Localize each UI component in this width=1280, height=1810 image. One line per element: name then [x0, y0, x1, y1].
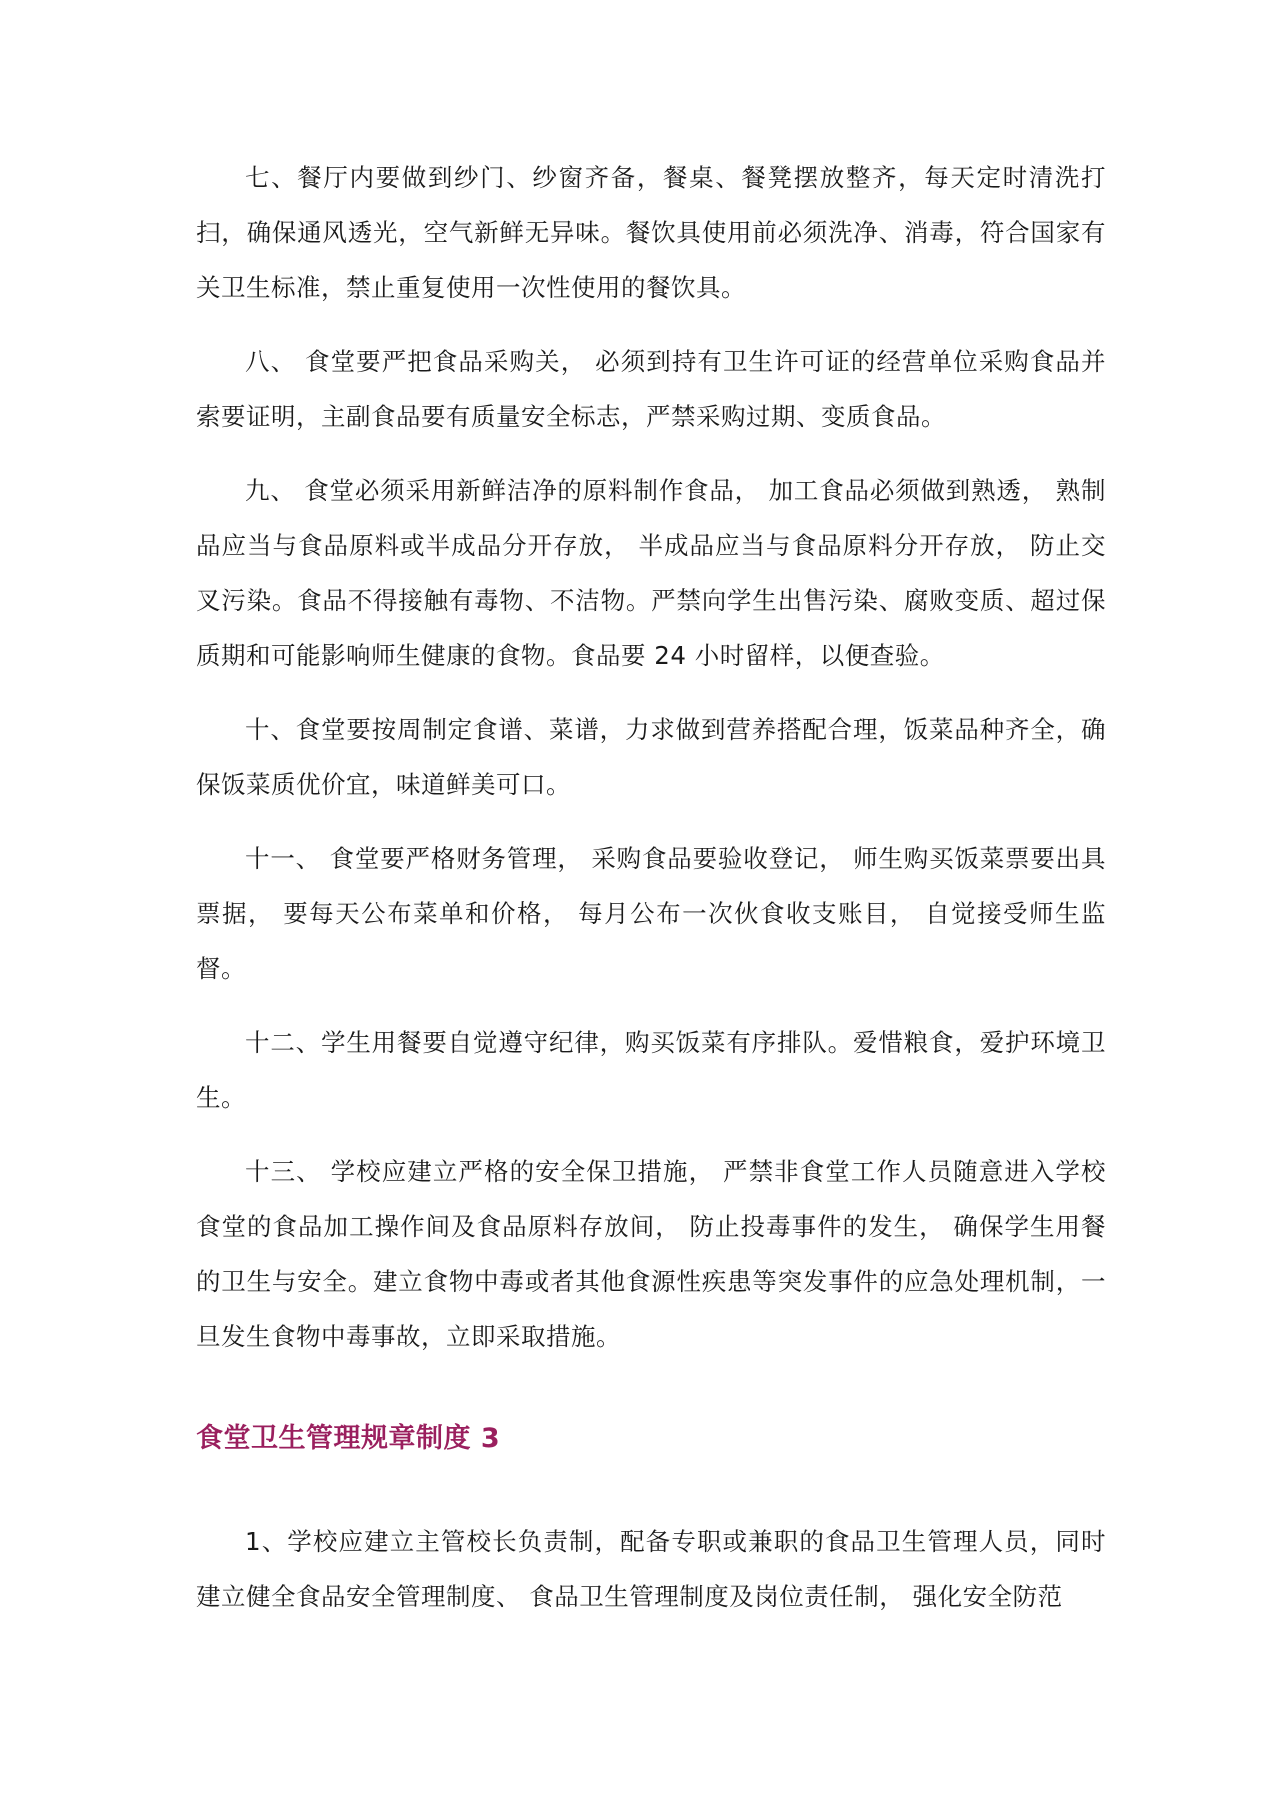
paragraph-9: 九、 食堂必须采用新鲜洁净的原料制作食品， 加工食品必须做到熟透， 熟制品应当与食品原料或半成品分开存放， 半成品应当与食品原料分开存放， 防止交叉污染。食品不得接触有毒物、不洁物。严禁向学生出售污染、腐败变质、超过保质期和可能影响师生健康的食物。食品要 24 小时留样，以便查验。 — [196, 476, 1106, 670]
paragraph-1: 1、学校应建立主管校长负责制，配备专职或兼职的食品卫生管理人员，同时建立健全食品安全管理制度、 食品卫生管理制度及岗位责任制， 强化安全防范 — [196, 1527, 1106, 1611]
paragraph-7: 七、餐厅内要做到纱门、纱窗齐备，餐桌、餐凳摆放整齐，每天定时清洗打扫，确保通风透光，空气新鲜无异味。餐饮具使用前必须洗净、消毒，符合国家有关卫生标准，禁止重复使用一次性使用的餐饮具。 — [196, 163, 1106, 302]
document-body — [196, 150, 1106, 1643]
paragraph-12: 十二、学生用餐要自觉遵守纪律，购买饭菜有序排队。爱惜粮食，爱护环境卫生。 — [196, 1028, 1106, 1112]
section-heading: 食堂卫生管理规章制度 3 — [196, 1423, 501, 1454]
paragraph-11: 十一、 食堂要严格财务管理， 采购食品要验收登记， 师生购买饭菜票要出具票据， 要每天公布菜单和价格， 每月公布一次伙食收支账目， 自觉接受师生监督。 — [196, 844, 1106, 983]
paragraph-10: 十、食堂要按周制定食谱、菜谱，力求做到营养搭配合理，饭菜品种齐全，确保饭菜质优价宜，味道鲜美可口。 — [196, 715, 1106, 799]
paragraph-13: 十三、 学校应建立严格的安全保卫措施， 严禁非食堂工作人员随意进入学校食堂的食品加工操作间及食品原料存放间， 防止投毒事件的发生， 确保学生用餐的卫生与安全。建立食物中毒或者其他食源性疾患等突发事件的应急处理机制，一旦发生食物中毒事故，立即采取措施。 — [196, 1157, 1106, 1351]
paragraph-8: 八、 食堂要严把食品采购关， 必须到持有卫生许可证的经营单位采购食品并索要证明，主副食品要有质量安全标志，严禁采购过期、变质食品。 — [196, 347, 1106, 431]
